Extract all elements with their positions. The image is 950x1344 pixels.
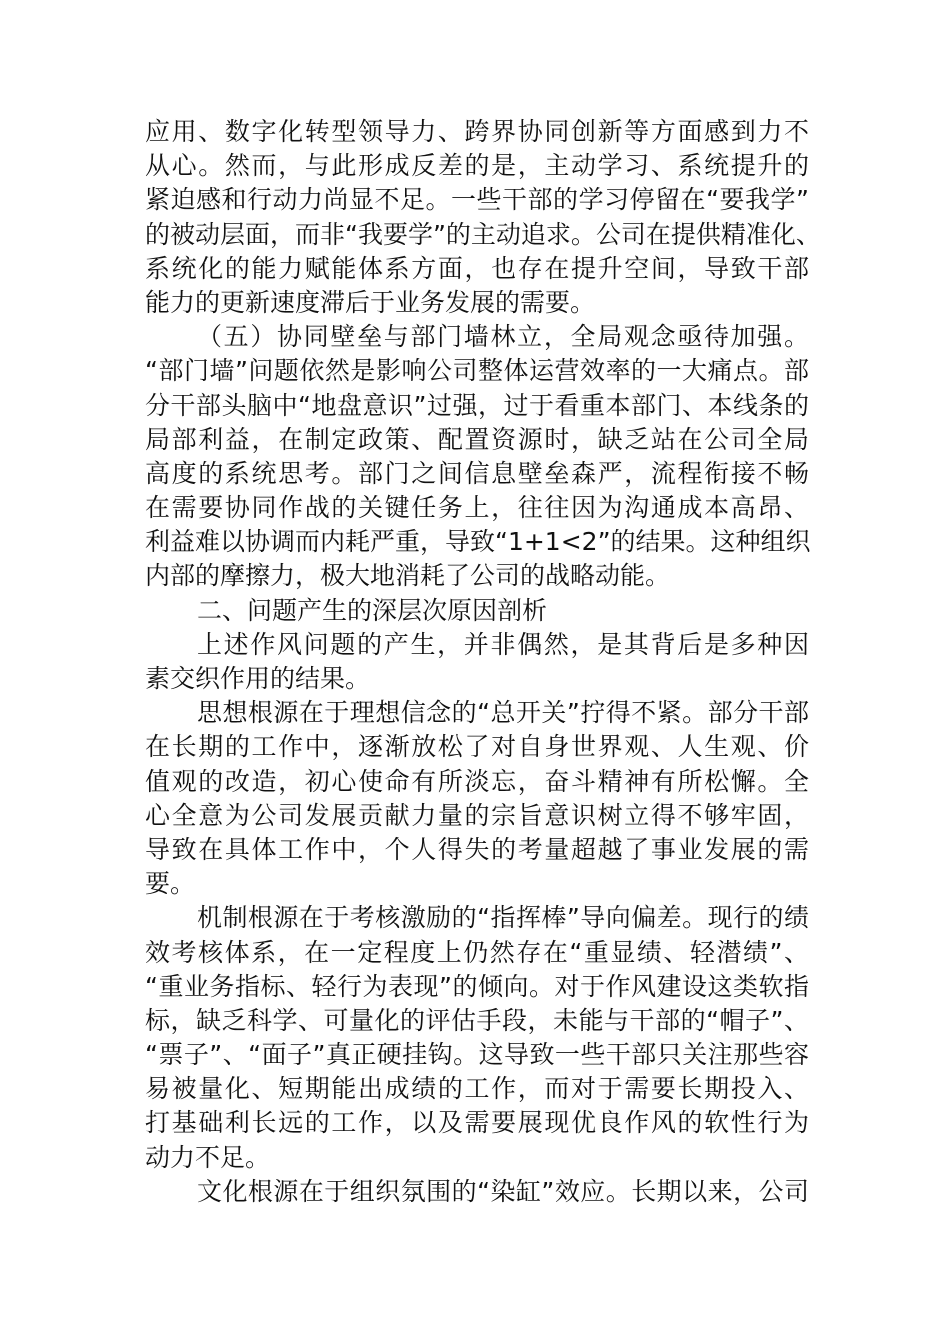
text-line: 内部的摩擦力，极大地消耗了公司的战略动能。 (145, 561, 671, 591)
text-line: 标，缺乏科学、可量化的评估手段，未能与干部的“帽子”、 (145, 1005, 809, 1035)
text-line: “部门墙”问题依然是影响公司整体运营效率的一大痛点。部 (145, 356, 809, 386)
text-line: 应用、数字化转型领导力、跨界协同创新等方面感到力不 (145, 117, 809, 146)
text-line: 利益难以协调而内耗严重，导致“1+1<2”的结果。这种组织 (145, 527, 811, 557)
paragraph-intro (145, 628, 809, 696)
text-line: 紧迫感和行动力尚显不足。一些干部的学习停留在“要我学” (145, 185, 809, 215)
text-line: 系统化的能力赋能体系方面，也存在提升空间，导致干部 (145, 253, 809, 283)
text-line: “重业务指标、轻行为表现”的倾向。对于作风建设这类软指 (145, 971, 809, 1001)
text-line: 文化根源在于组织氛围的“染缸”效应。长期以来，公司 (197, 1176, 809, 1206)
text-line: 分干部头脑中“地盘意识”过强，过于看重本部门、本线条的 (145, 390, 809, 420)
paragraph-section-five (145, 320, 809, 594)
text-line: 打基础利长远的工作，以及需要展现优良作风的软性行为 (145, 1108, 809, 1138)
text-line: 能力的更新速度滞后于业务发展的需要。 (145, 287, 596, 317)
paragraph-continuation (145, 115, 821, 320)
text-line: 导致在具体工作中，个人得失的考量超越了事业发展的需 (145, 834, 809, 864)
text-line: “票子”、“面子”真正硬挂钩。这导致一些干部只关注那些容 (145, 1040, 809, 1070)
document-page (145, 115, 821, 1209)
paragraph-culture-root (145, 1175, 809, 1209)
paragraph-ideology-root (145, 696, 809, 901)
text-line: 值观的改造，初心使命有所淡忘，奋斗精神有所松懈。全 (145, 766, 809, 796)
text-line: 效考核体系，在一定程度上仍然存在“重显绩、轻潜绩”、 (145, 937, 809, 967)
text-line: 机制根源在于考核激励的“指挥棒”导向偏差。现行的绩 (197, 903, 809, 933)
text-line: 在长期的工作中，逐渐放松了对自身世界观、人生观、价 (145, 732, 809, 762)
subsection-heading-five: （五）协同壁垒与部门墙林立，全局观念亟待加强。 (197, 322, 809, 352)
text-line: 局部利益，在制定政策、配置资源时，缺乏站在公司全局 (145, 424, 809, 454)
text-line: 高度的系统思考。部门之间信息壁垒森严，流程衔接不畅 (145, 458, 809, 488)
text-line: 要。 (145, 869, 196, 899)
text-line: 思想根源在于理想信念的“总开关”拧得不紧。部分干部 (197, 698, 809, 728)
text-line: 动力不足。 (145, 1142, 271, 1172)
paragraph-mechanism-root (145, 901, 809, 1175)
text-line: 上述作风问题的产生，并非偶然，是其背后是多种因 (197, 629, 809, 659)
text-line: 易被量化、短期能出成绩的工作，而对于需要长期投入、 (145, 1074, 809, 1104)
text-line: 从心。然而，与此形成反差的是，主动学习、系统提升的 (145, 151, 809, 181)
text-line: 在需要协同作战的关键任务上，往往因为沟通成本高昂、 (145, 493, 809, 523)
section-heading-two (145, 594, 809, 628)
text-line: 心全意为公司发展贡献力量的宗旨意识树立得不够牢固， (145, 800, 809, 830)
section-heading-text: 二、问题产生的深层次原因剖析 (197, 595, 548, 625)
text-line: 素交织作用的结果。 (145, 664, 371, 693)
text-line: 的被动层面，而非“我要学”的主动追求。公司在提供精准化、 (145, 219, 821, 249)
